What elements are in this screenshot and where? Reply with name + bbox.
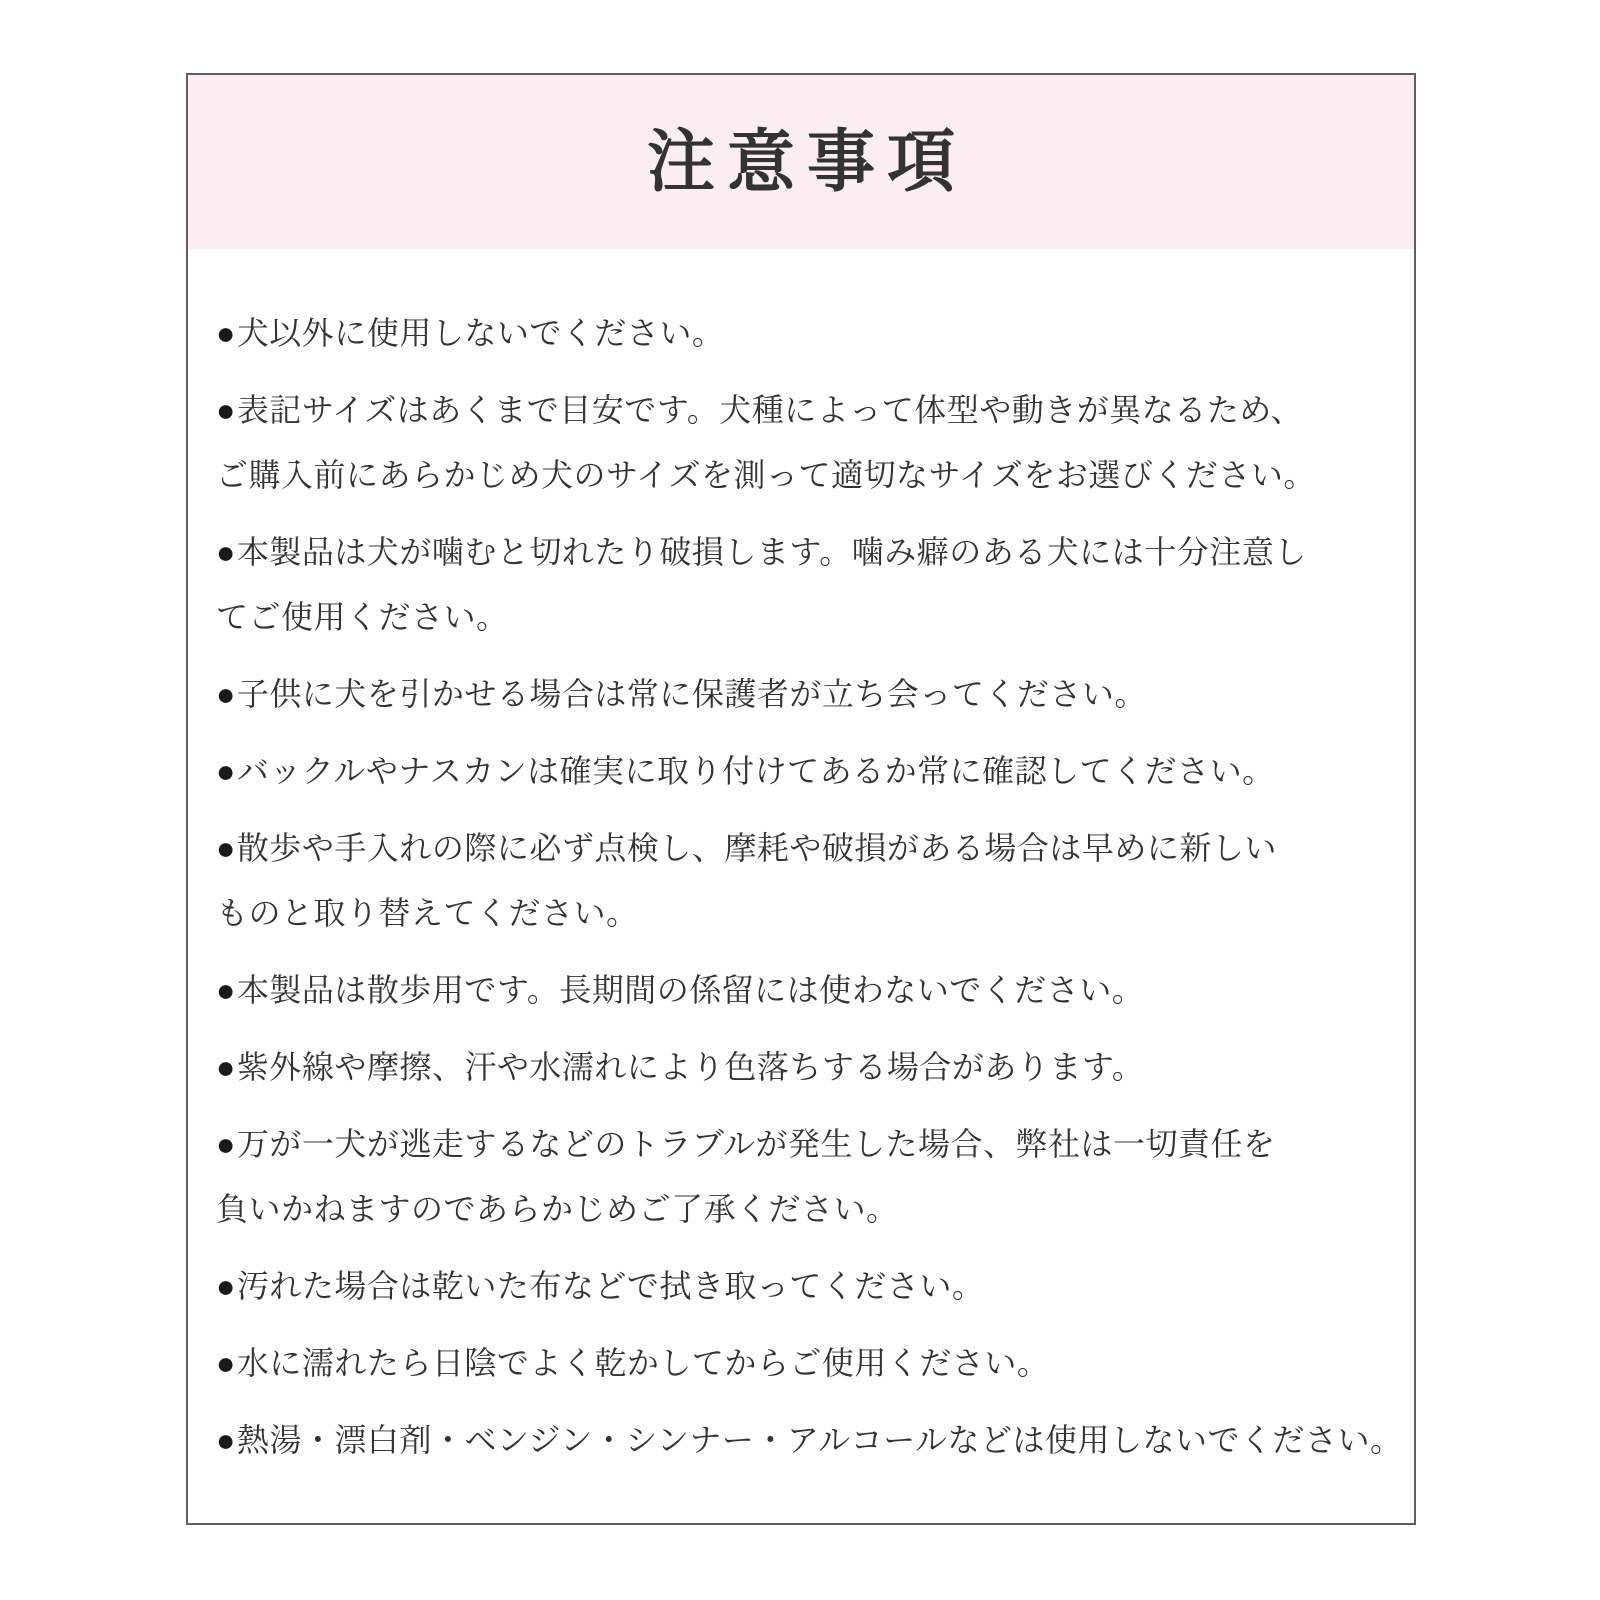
notice-line: ●熱湯・漂白剤・ベンジン・シンナー・アルコールなどは使用しないでください。 — [216, 1422, 1403, 1458]
bullet-icon: ● — [216, 1049, 236, 1085]
bullet-icon: ● — [216, 676, 236, 712]
notice-line: ●犬以外に使用しないでください。 — [216, 315, 725, 351]
notice-line: ●汚れた場合は乾いた布などで拭き取ってください。 — [216, 1268, 985, 1304]
bullet-icon: ● — [216, 392, 236, 428]
notice-item — [216, 1408, 1403, 1473]
notice-line: ご購入前にあらかじめ犬のサイズを測って適切なサイズをお選びください。 — [216, 457, 1316, 493]
notice-item — [216, 816, 1386, 946]
notice-line: ●表記サイズはあくまで目安です。犬種によって体型や動きが異なるため、 — [216, 392, 1303, 428]
bullet-icon: ● — [216, 1345, 236, 1381]
bullet-icon: ● — [216, 1268, 236, 1304]
notice-line: ●本製品は散歩用です。長期間の係留には使わないでください。 — [216, 972, 1145, 1008]
notice-item — [216, 958, 1386, 1023]
notice-line: てご使用ください。 — [216, 599, 509, 635]
notice-box — [186, 73, 1416, 1525]
bullet-icon: ● — [216, 753, 236, 789]
notice-item — [216, 662, 1386, 727]
notice-line: ●バックルやナスカンは確実に取り付けてあるか常に確認してください。 — [216, 753, 1275, 789]
notice-line: 負いかねますのであらかじめご了承ください。 — [216, 1191, 899, 1227]
notice-item — [216, 739, 1386, 804]
bullet-icon: ● — [216, 830, 236, 866]
notice-item — [216, 378, 1386, 508]
notice-line: ●本製品は犬が噛むと切れたり破損します。噛み癖のある犬には十分注意し — [216, 534, 1307, 570]
notice-line: ●紫外線や摩擦、汗や水濡れにより色落ちする場合があります。 — [216, 1049, 1145, 1085]
notice-item — [216, 1254, 1386, 1319]
notice-line: ●万が一犬が逃走するなどのトラブルが発生した場合、弊社は一切責任を — [216, 1126, 1276, 1162]
notice-item — [216, 1035, 1386, 1100]
notice-line: ●散歩や手入れの際に必ず点検し、摩耗や破損がある場合は早めに新しい — [216, 830, 1277, 866]
notice-item — [216, 520, 1386, 650]
notice-item — [216, 1331, 1386, 1396]
bullet-icon: ● — [216, 972, 236, 1008]
notice-header — [188, 75, 1414, 249]
page-title: 注意事項 — [646, 124, 967, 200]
notice-line: ●水に濡れたら日陰でよく乾かしてからご使用ください。 — [216, 1345, 1050, 1381]
notice-item — [216, 301, 1386, 366]
notice-line: ものと取り替えてください。 — [216, 895, 639, 931]
notice-list — [188, 249, 1414, 1473]
bullet-icon: ● — [216, 1422, 236, 1458]
bullet-icon: ● — [216, 1126, 236, 1162]
bullet-icon: ● — [216, 315, 236, 351]
notice-item — [216, 1112, 1386, 1242]
bullet-icon: ● — [216, 534, 236, 570]
notice-line: ●子供に犬を引かせる場合は常に保護者が立ち会ってください。 — [216, 676, 1147, 712]
